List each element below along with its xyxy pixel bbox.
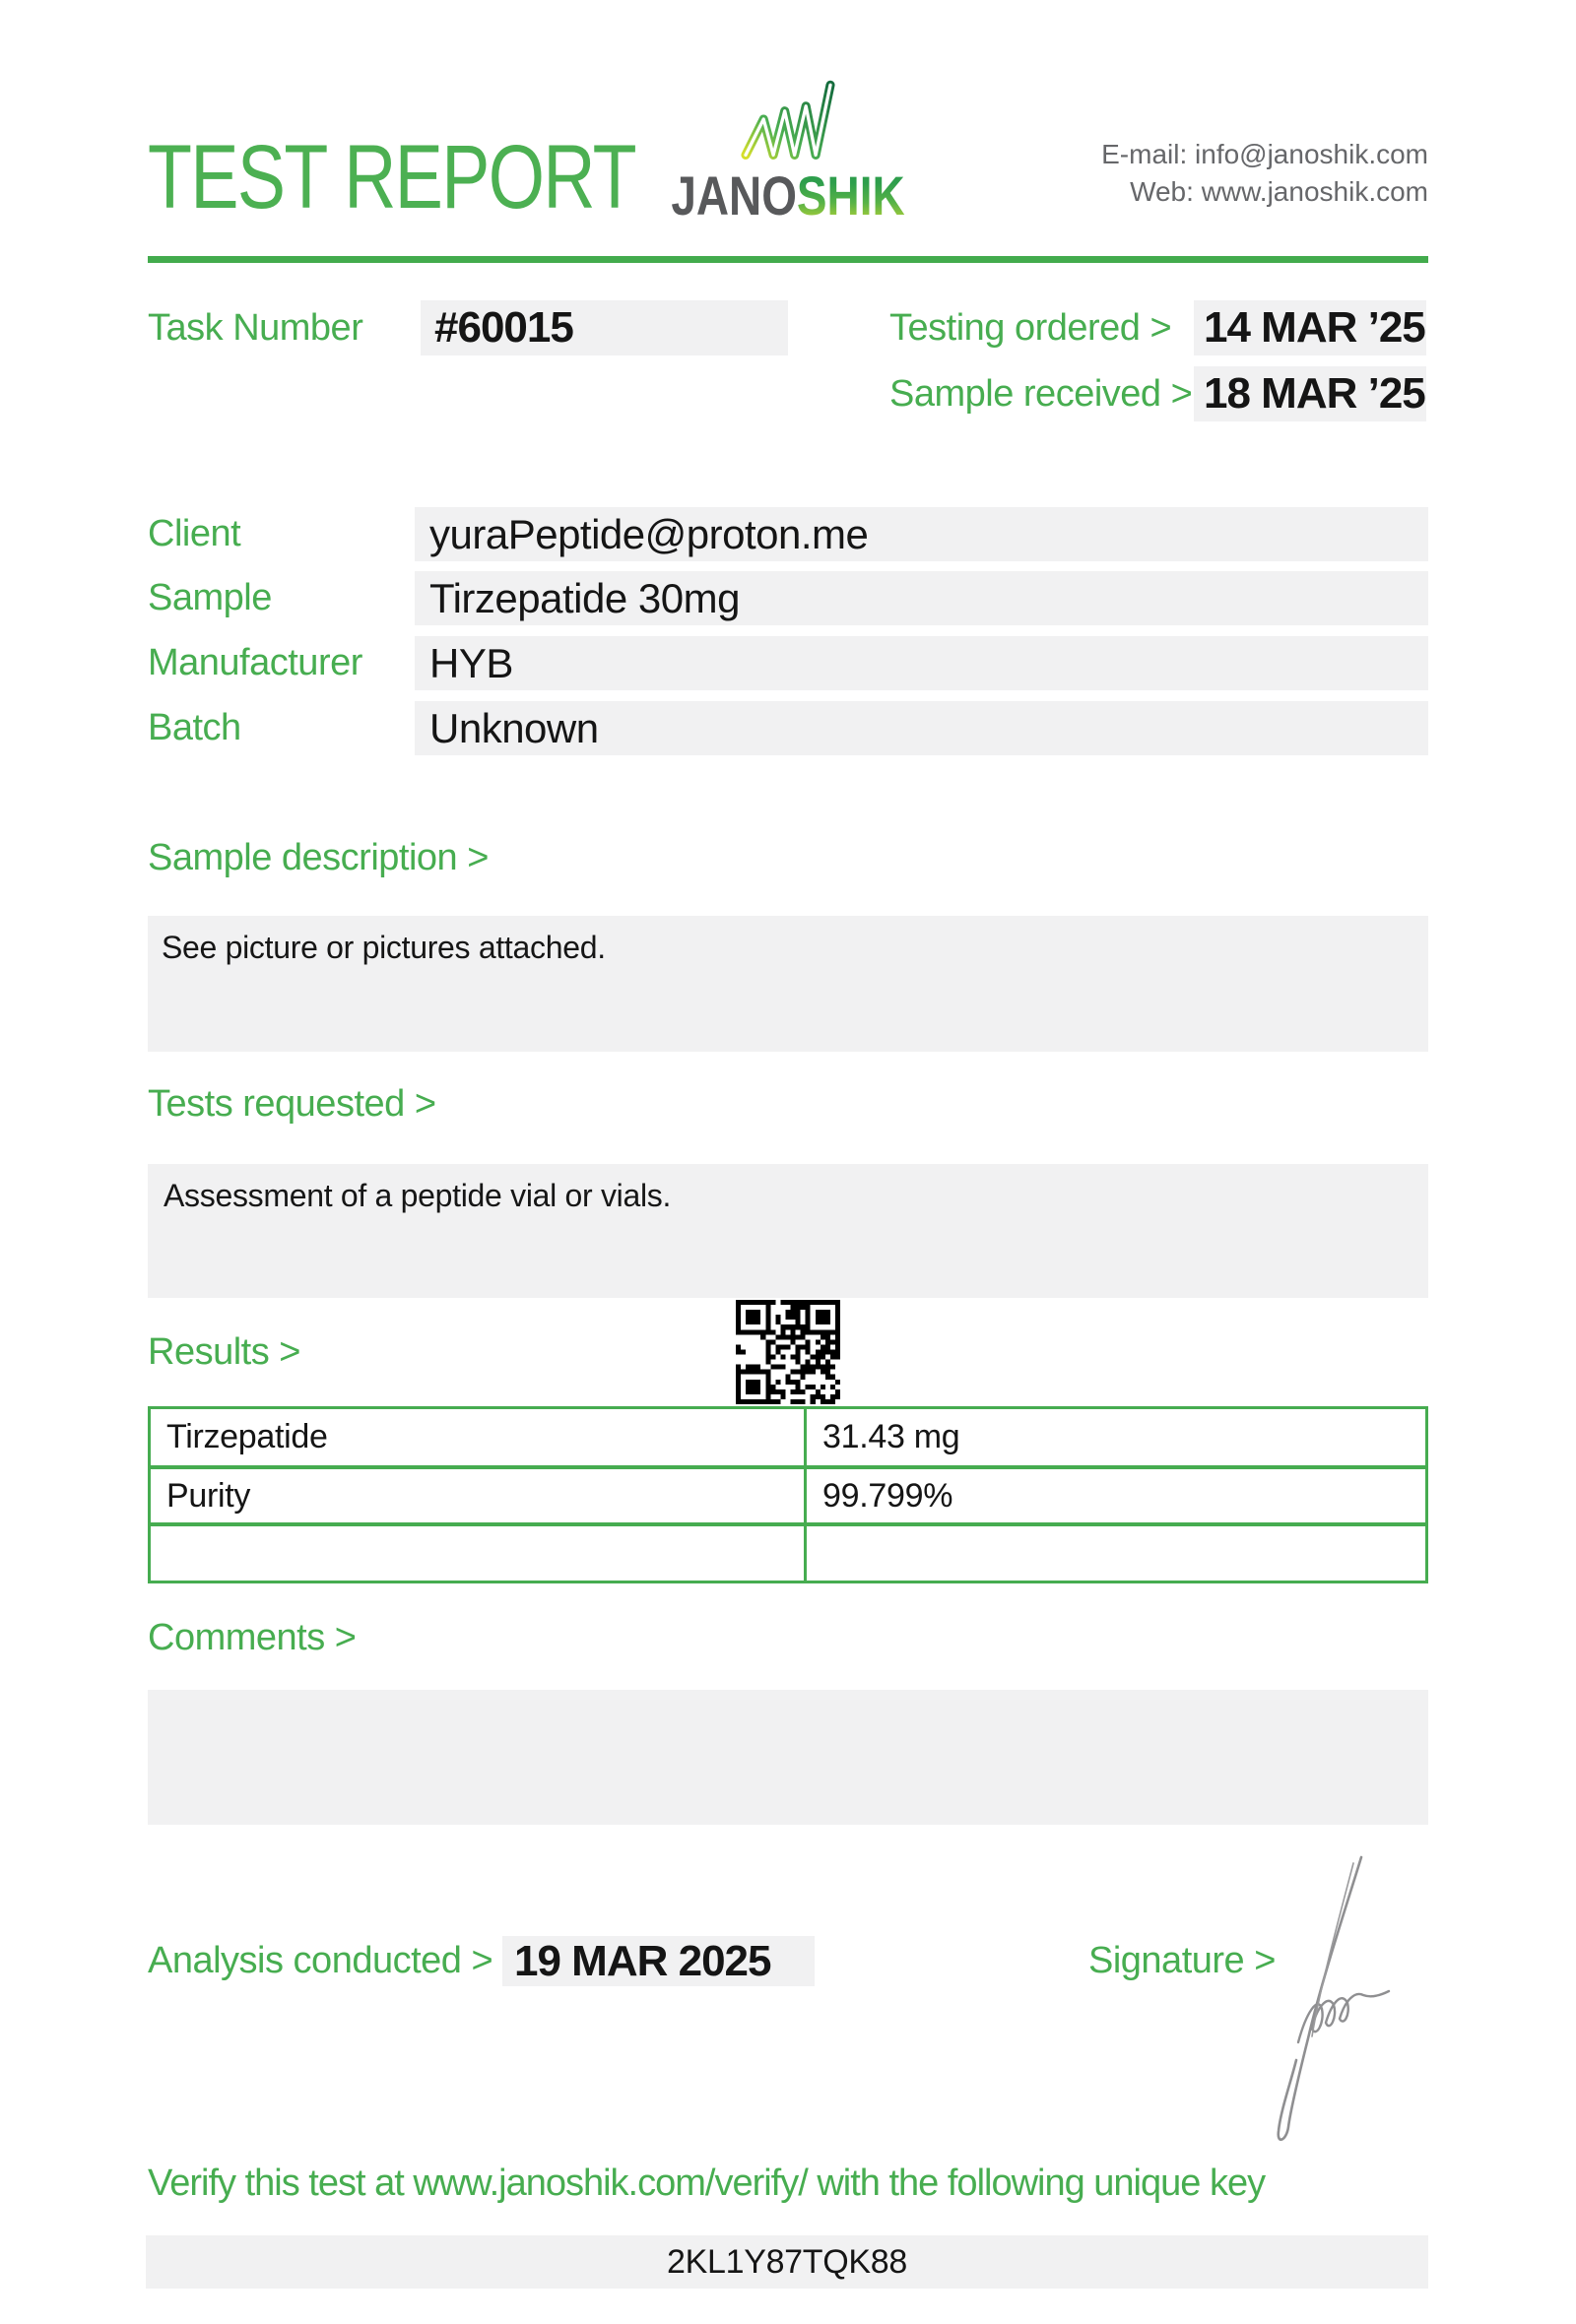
batch-value-box — [415, 701, 1428, 755]
tests-requested-heading: Tests requested > — [148, 1083, 436, 1125]
sample-received-row — [889, 366, 1192, 421]
results-table-row — [148, 1523, 1428, 1583]
result-name-cell: Tirzepatide — [151, 1409, 807, 1465]
manufacturer-label-row — [148, 636, 362, 690]
signature-image — [1263, 1849, 1411, 2145]
manufacturer-value-box — [415, 636, 1428, 690]
sample-description-text: See picture or pictures attached. — [162, 930, 606, 965]
verify-key: 2KL1Y87TQK88 — [666, 2242, 907, 2281]
analysis-conducted-row — [148, 1936, 492, 1986]
page-title: TEST REPORT — [148, 127, 635, 227]
analysis-date-box — [502, 1936, 815, 1986]
manufacturer-value: HYB — [429, 639, 513, 686]
comments-heading: Comments > — [148, 1617, 357, 1658]
task-number-value: #60015 — [434, 303, 573, 352]
result-name-cell: Purity — [151, 1469, 807, 1522]
task-number-row — [148, 300, 362, 355]
testing-ordered-date: 14 MAR ’25 — [1204, 303, 1425, 352]
tests-requested-text: Assessment of a peptide vial or vials. — [164, 1178, 672, 1213]
qr-code — [736, 1300, 840, 1404]
results-table-row — [148, 1466, 1428, 1525]
comments-text — [148, 1690, 164, 1704]
sample-description-box — [148, 916, 1428, 1052]
client-value: yuraPeptide@proton.me — [429, 510, 869, 557]
logo-wordmark-gray: JANO — [671, 164, 797, 226]
sample-label-row — [148, 571, 272, 625]
signature-label: Signature > — [1088, 1940, 1276, 1981]
result-name-cell — [151, 1526, 807, 1581]
result-value-cell: 31.43 mg — [822, 1418, 960, 1455]
header-divider — [148, 256, 1428, 263]
growth-chart-icon — [737, 77, 839, 161]
testing-ordered-date-box — [1194, 300, 1426, 355]
sample-description-heading: Sample description > — [148, 837, 489, 878]
comments-box — [148, 1690, 1428, 1825]
contact-web: Web: www.janoshik.com — [1130, 176, 1428, 207]
sample-received-label: Sample received > — [889, 372, 1193, 415]
client-label-row — [148, 507, 240, 561]
sample-received-date-box — [1194, 366, 1426, 421]
batch-label-row — [148, 701, 241, 755]
signature-label-row — [1088, 1936, 1276, 1986]
batch-value: Unknown — [429, 704, 599, 751]
results-table-row — [148, 1406, 1428, 1468]
results-heading: Results > — [148, 1331, 300, 1373]
result-value-cell — [807, 1526, 1425, 1581]
tests-requested-box — [148, 1164, 1428, 1298]
client-label: Client — [148, 513, 241, 554]
logo-wordmark-green: SHIK — [796, 164, 905, 226]
verify-key-box — [146, 2235, 1428, 2289]
result-value-cell: 99.799% — [822, 1476, 953, 1515]
analysis-date: 19 MAR 2025 — [514, 1936, 771, 1985]
sample-value: Tirzepatide 30mg — [429, 574, 740, 621]
contact-block — [936, 136, 1428, 211]
testing-ordered-row — [889, 300, 1171, 355]
sample-received-date: 18 MAR ’25 — [1204, 369, 1425, 418]
task-number-value-box — [421, 300, 788, 355]
logo-wordmark — [667, 163, 909, 227]
manufacturer-label: Manufacturer — [148, 642, 362, 683]
sample-value-box — [415, 571, 1428, 625]
batch-label: Batch — [148, 707, 241, 748]
analysis-conducted-label: Analysis conducted > — [148, 1940, 493, 1981]
contact-email: E-mail: info@janoshik.com — [1101, 139, 1428, 169]
verify-instruction: Verify this test at www.janoshik.com/verify/ with the following unique key — [148, 2163, 1266, 2204]
testing-ordered-label: Testing ordered > — [889, 306, 1172, 349]
client-value-box — [415, 507, 1428, 561]
task-number-label: Task Number — [148, 306, 363, 349]
sample-label: Sample — [148, 577, 272, 618]
